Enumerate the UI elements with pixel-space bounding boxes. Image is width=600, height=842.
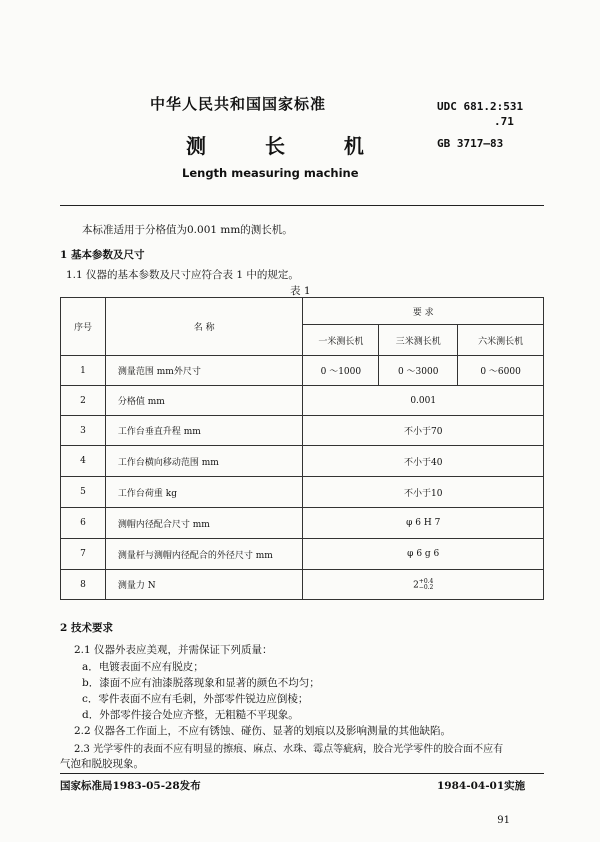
row-seq: 5 bbox=[61, 477, 106, 508]
row-seq: 4 bbox=[61, 446, 106, 477]
col-name-header: 名 称 bbox=[105, 298, 303, 356]
table-row bbox=[61, 386, 544, 416]
row-seq: 8 bbox=[61, 570, 106, 600]
item-d: d．外部零件接合处应齐整，无粗糙不平现象。 bbox=[82, 709, 299, 721]
clause-1-1: 1.1 仪器的基本参数及尺寸应符合表 1 中的规定。 bbox=[66, 269, 299, 281]
item-b: b．漆面不应有油漆脱落现象和显著的颜色不均匀； bbox=[82, 677, 320, 689]
effective-date: 1984-04-01实施 bbox=[437, 780, 526, 792]
table-row bbox=[61, 356, 544, 386]
row-seq: 6 bbox=[61, 508, 106, 539]
row-seq: 7 bbox=[61, 539, 106, 570]
section-1-heading: 1 基本参数及尺寸 bbox=[60, 249, 145, 261]
table-row bbox=[61, 539, 544, 570]
udc-code: UDC 681.2:531 bbox=[437, 100, 524, 113]
item-c: c．零件表面不应有毛刺，外部零件锐边应倒棱； bbox=[82, 693, 309, 705]
row-seq: 2 bbox=[61, 386, 106, 416]
table-caption: 表 1 bbox=[290, 285, 311, 297]
row-value: 不小于40 bbox=[303, 446, 544, 477]
row-value: φ 6 H 7 bbox=[303, 508, 544, 539]
row-name: 测量力 N bbox=[105, 570, 303, 600]
clause-2-3-continued: 气泡和脱胶现象。 bbox=[60, 758, 144, 770]
intro-text: 本标准适用于分格值为0.001 mm的测长机。 bbox=[82, 224, 293, 236]
col-3m-header: 三米测长机 bbox=[379, 325, 458, 356]
gb-code: GB 3717—83 bbox=[437, 137, 504, 150]
measuring-force-value bbox=[303, 570, 544, 600]
row-value: 不小于70 bbox=[303, 416, 544, 446]
table-row bbox=[61, 446, 544, 477]
force-lower-tolerance: −0.2 bbox=[418, 583, 434, 591]
row-name: 工作台垂直升程 mm bbox=[105, 416, 303, 446]
row-name: 工作台荷重 kg bbox=[105, 477, 303, 508]
row-seq: 3 bbox=[61, 416, 106, 446]
force-upper-tolerance: +0.4 bbox=[418, 577, 434, 585]
col-requirement-header: 要 求 bbox=[303, 298, 544, 325]
item-a: a．电镀表面不应有脱皮； bbox=[82, 661, 204, 673]
row-name: 测量范围 mm外尺寸 bbox=[105, 356, 303, 386]
header-rule bbox=[60, 205, 544, 206]
row-value-3m: 0 ～3000 bbox=[379, 356, 458, 386]
row-seq: 1 bbox=[61, 356, 106, 386]
row-value: 不小于10 bbox=[303, 477, 544, 508]
clause-2-2: 2.2 仪器各工作面上，不应有锈蚀、碰伤、显著的划痕以及影响测量的其他缺陷。 bbox=[74, 725, 452, 737]
page-number: 91 bbox=[497, 815, 510, 826]
footer-rule bbox=[60, 773, 544, 774]
row-value-1m: 0 ～1000 bbox=[303, 356, 379, 386]
col-seq-header: 序号 bbox=[61, 298, 106, 356]
row-name: 工作台横向移动范围 mm bbox=[105, 446, 303, 477]
table-row bbox=[61, 508, 544, 539]
col-6m-header: 六米测长机 bbox=[458, 325, 544, 356]
row-value-6m: 0 ～6000 bbox=[458, 356, 544, 386]
document-title-english: Length measuring machine bbox=[182, 166, 359, 180]
table-row bbox=[61, 416, 544, 446]
org-title: 中华人民共和国国家标准 bbox=[150, 95, 327, 113]
clause-2-1: 2.1 仪器外表应美观，并需保证下列质量： bbox=[74, 644, 273, 656]
row-name: 测帽内径配合尺寸 mm bbox=[105, 508, 303, 539]
udc-code-suffix: .71 bbox=[494, 115, 514, 128]
row-name: 测量杆与测帽内径配合的外径尺寸 mm bbox=[105, 539, 303, 570]
row-value: 0.001 bbox=[303, 386, 544, 416]
force-base: 2 bbox=[413, 580, 419, 590]
issue-date: 国家标准局1983-05-28发布 bbox=[60, 780, 201, 792]
clause-2-3: 2.3 光学零件的表面不应有明显的擦痕、麻点、水珠、霉点等疵病，胶合光学零件的胶合面不应有 bbox=[74, 744, 504, 755]
row-name: 分格值 mm bbox=[105, 386, 303, 416]
section-2-heading: 2 技术要求 bbox=[60, 622, 113, 634]
table-row bbox=[61, 570, 544, 600]
table-1 bbox=[60, 297, 544, 600]
row-value: φ 6 g 6 bbox=[303, 539, 544, 570]
document-title: 测 长 机 bbox=[186, 134, 390, 158]
col-1m-header: 一米测长机 bbox=[303, 325, 379, 356]
table-row bbox=[61, 477, 544, 508]
